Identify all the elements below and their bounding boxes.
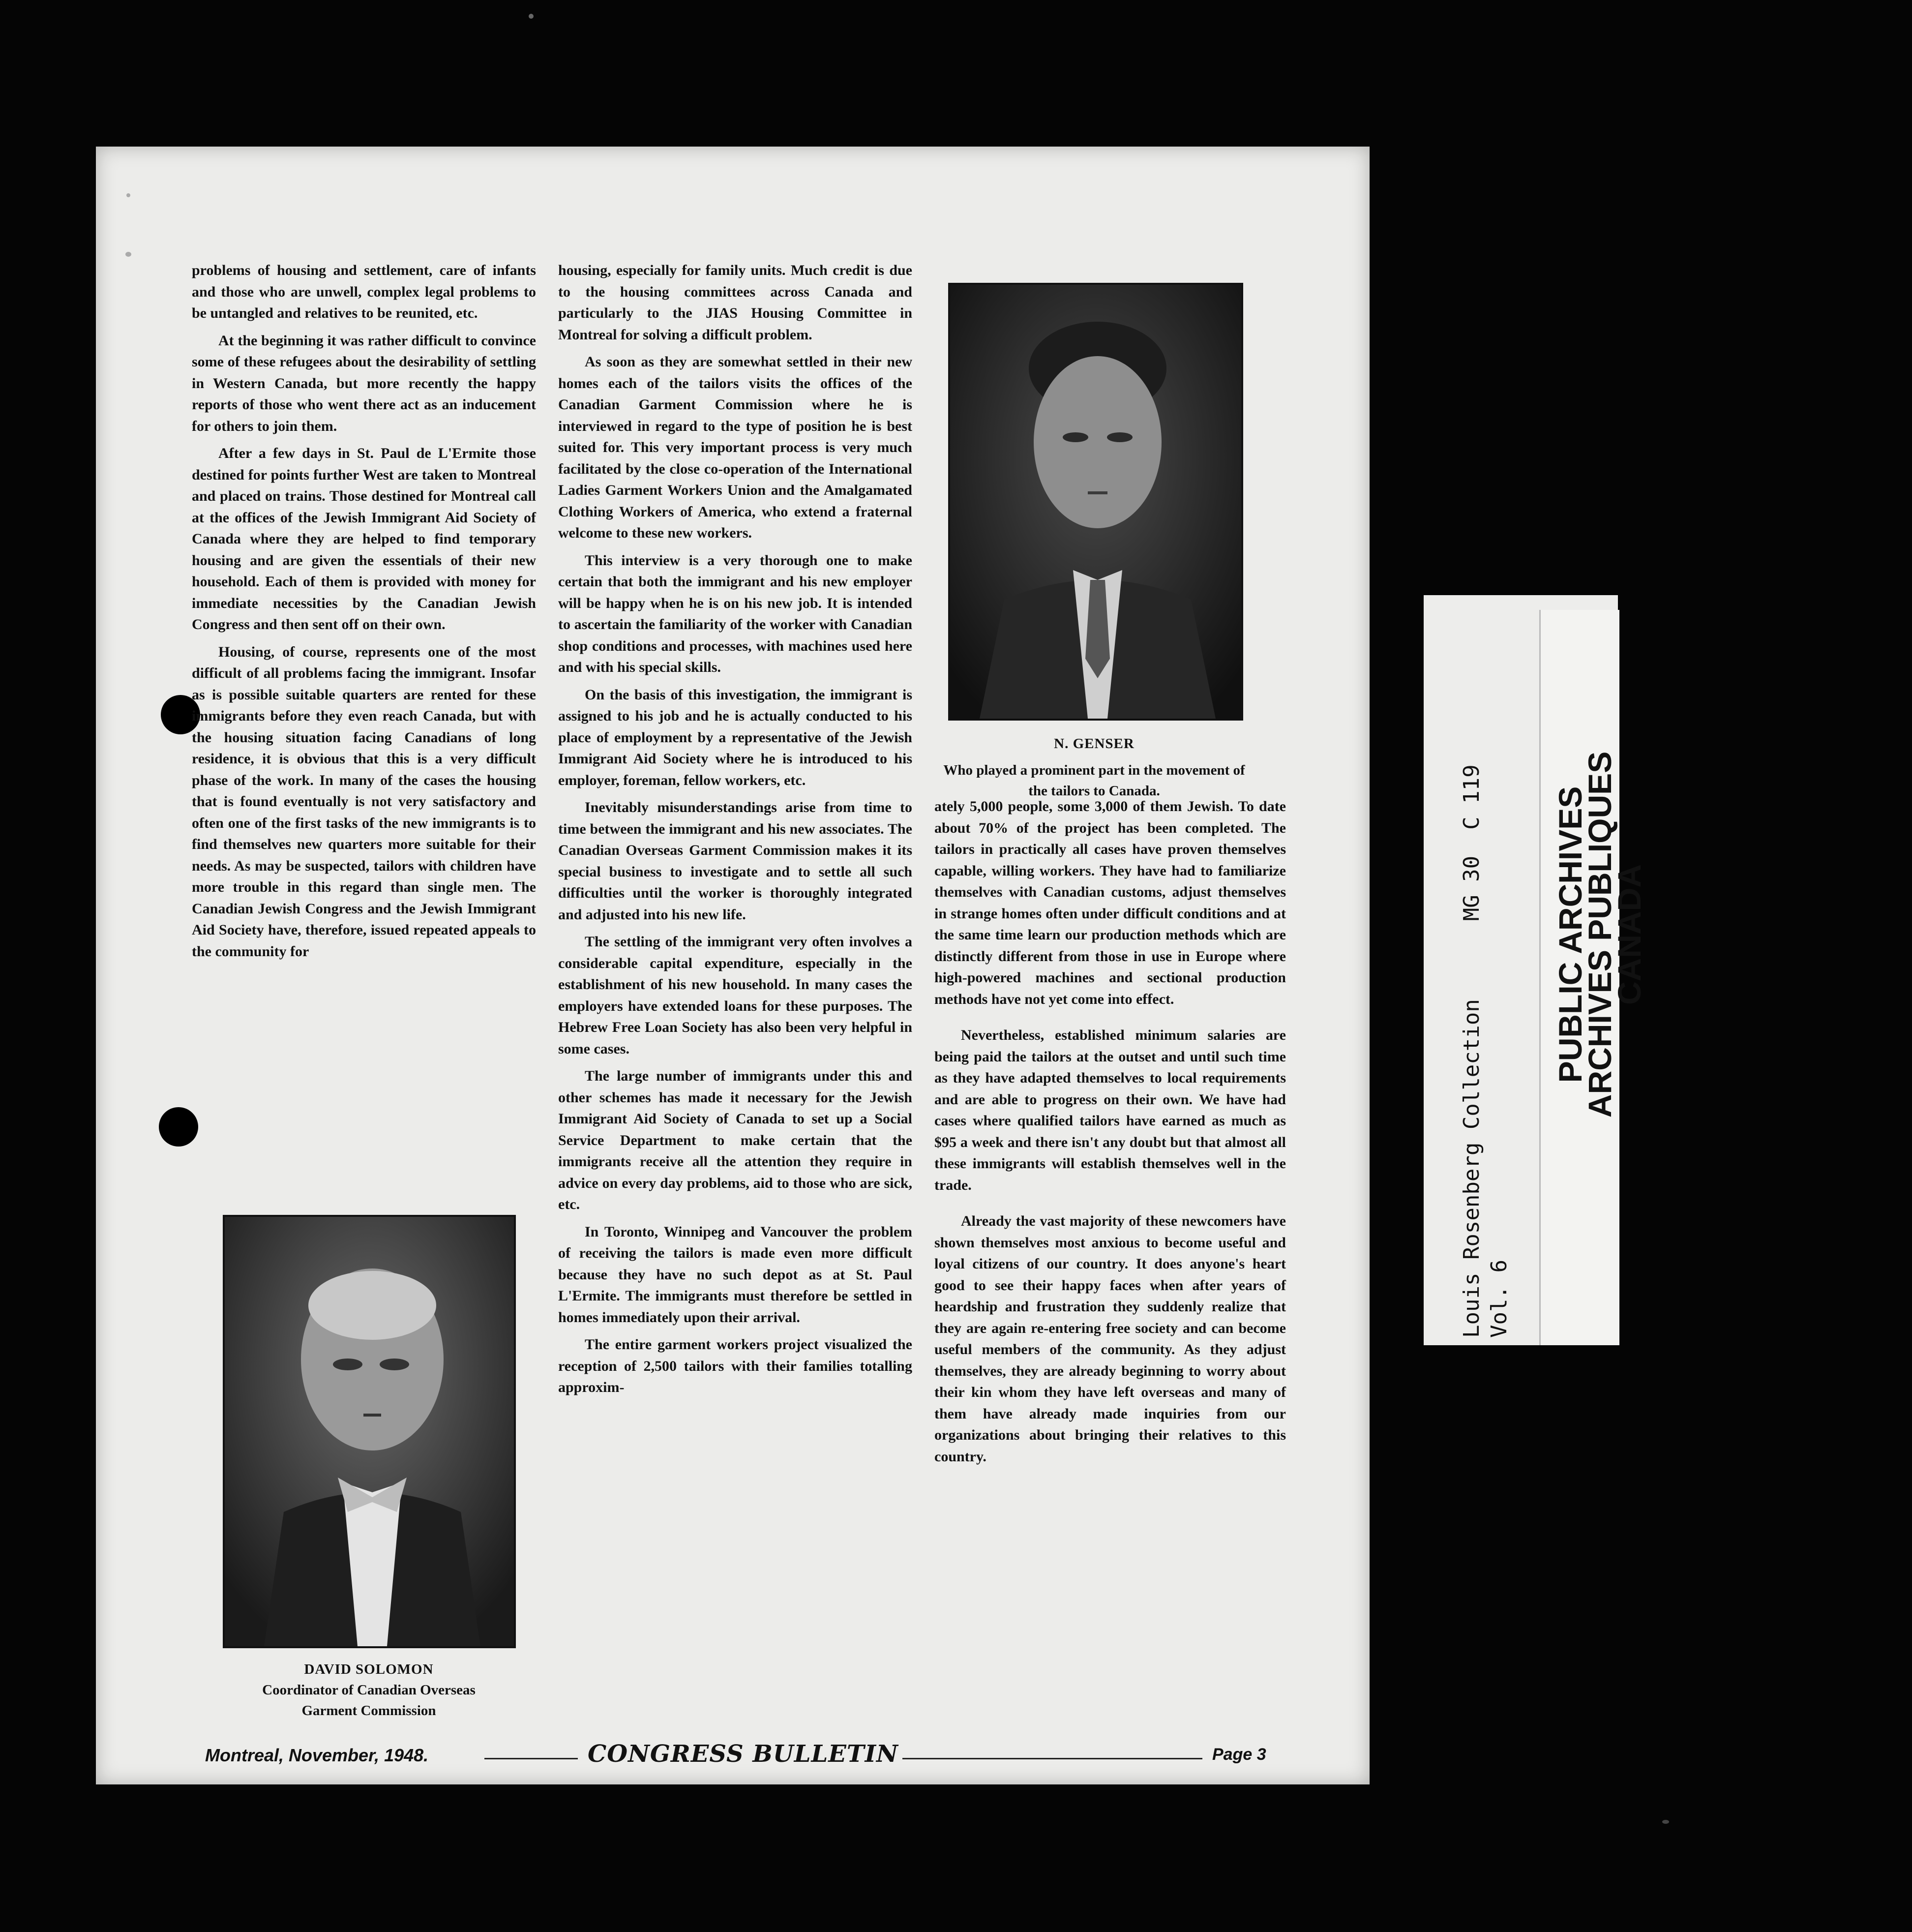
paragraph: problems of housing and settlement, care of infants and those who are unwell, complex legal problems to be untangled and relatives to be reunited, etc. xyxy=(192,262,536,321)
photo-caption: Who played a prominent part in the movement of the tailors to Canada. xyxy=(943,762,1245,799)
portrait-image xyxy=(950,285,1241,719)
paragraph: The entire garment workers project visualized the reception of 2,500 tailors with their families totalling approxim- xyxy=(558,1336,912,1395)
paragraph: The settling of the immigrant very often involves a considerable capital expenditure, especially in the establishment of his new household. In many cases the employers have extended loans for these purposes. The Hebrew Free Loan Society has also been very helpful in some cases. xyxy=(558,934,912,1057)
speck-mark xyxy=(126,193,130,197)
column-right xyxy=(934,796,1286,1467)
caption-n-genser xyxy=(922,733,1266,801)
photo-n-genser xyxy=(948,283,1243,721)
photo-name: N. GENSER xyxy=(1054,736,1135,752)
speck-mark xyxy=(529,14,534,19)
binder-hole-bottom xyxy=(159,1107,198,1147)
page-footer xyxy=(96,1741,1370,1776)
photo-david-solomon xyxy=(223,1215,516,1648)
archive-heading xyxy=(1552,664,1647,1205)
collection-text: Louis Rosenberg Collection MG 30 C 119 xyxy=(1459,764,1484,1338)
caption-david-solomon xyxy=(197,1659,541,1721)
paragraph: Already the vast majority of these newcomers have shown themselves most anxious to become useful and loyal citizens of our country. It does anyone's heart good to see their happy faces when after years of heardship and frustration they suddenly realize that they are again re-entering free society and can become useful members of the community. As they adjust themselves, they are already beginning to worry about their kin whom they have left overseas and many of them have already made inquiries from our organizations about bringing their relatives to this country. xyxy=(934,1213,1286,1465)
footer-rule-left xyxy=(484,1758,578,1759)
portrait-image xyxy=(225,1217,514,1646)
archive-label-card xyxy=(1424,595,1647,1345)
archive-heading-line: CANADA xyxy=(1611,864,1647,1005)
paragraph: The large number of immigrants under this and other schemes has made it necessary for the Jewish Immigrant Aid Society of Canada to set up a Social Service Department to make certain that the immigrants receive all the attention they require in advice on every day problems, aid to those who are sick, etc. xyxy=(558,1068,912,1212)
volume-text: Vol. 6 xyxy=(1487,1260,1512,1338)
paragraph: On the basis of this investigation, the immigrant is assigned to his job and he is actually conducted to his place of employment by a representative of the Jewish Immigrant Aid Society where he is introduced to his employer, foreman, fellow workers, etc. xyxy=(558,686,912,788)
paragraph: As soon as they are somewhat settled in their new homes each of the tailors visits the offices of the Canadian Garment Commission where he is interviewed in regard to the type of position he is best suited for. This very important process is very much facilitated by the close co-operation of the International Ladies Garment Workers Union and the Amalgamated Clothing Workers of America, who extend a fraternal welcome to these new workers. xyxy=(558,354,912,541)
page-number: Page 3 xyxy=(1212,1745,1266,1764)
masthead: CONGRESS BULLETIN xyxy=(588,1740,898,1768)
paragraph: Nevertheless, established minimum salaries are being paid the tailors at the outset and until such time as they have adapted themselves to local requirements and are able to progress on their own. We have had cases where qualified tailors have earned as much as $95 a week and there isn't any doubt but that almost all these immigrants will establish themselves well in the trade. xyxy=(934,1027,1286,1193)
paragraph: Inevitably misunderstandings arise from time to time between the immigrant and his new associates. The Canadian Overseas Garment Commission makes it its special business to investigate and to settle all such difficulties until the worker is thoroughly integrated and adjusted into his new life. xyxy=(558,799,912,923)
dateline: Montreal, November, 1948. xyxy=(205,1745,429,1765)
speck-mark xyxy=(125,252,131,257)
paragraph: At the beginning it was rather difficult to convince some of these refugees about the desirability of settling in Western Canada, but more recently the happy reports of those who went there act as an inducement for others to join them. xyxy=(192,332,536,434)
photo-name: DAVID SOLOMON xyxy=(304,1661,434,1677)
column-middle xyxy=(558,260,912,1398)
column-left xyxy=(192,260,536,962)
footer-rule-right xyxy=(902,1758,1202,1759)
newspaper-page xyxy=(96,147,1370,1784)
paragraph: This interview is a very thorough one to make certain that both the immigrant and his new employer will be happy when he is on his new job. It is intended to ascertain the familiarity of the worker with Canadian shop conditions and processes, with machines used here and with his special skills. xyxy=(558,552,912,675)
paragraph: After a few days in St. Paul de L'Ermite those destined for points further West are taken to Montreal and placed on trains. Those destined for Montreal call at the offices of the Jewish Immigrant Aid Society of Canada where they are helped to find temporary housing and are given the essentials of their new household. Each of them is provided with money for immediate necessities by the Canadian Jewish Congress and then sent off on their own. xyxy=(192,445,536,633)
paragraph: ately 5,000 people, some 3,000 of them Jewish. To date about 70% of the project has been completed. The tailors in practically all cases have proven themselves capable, willing workers. They have had to familiarize themselves with Canadian customs, adjust themselves in strange homes often under difficult conditions and at the same time learn our production methods which are distinctly different from those in use in Europe where high-powered machines and sectional production methods have not yet come into effect. xyxy=(934,798,1286,1007)
archive-heading-line: PUBLIC ARCHIVES xyxy=(1552,786,1588,1083)
speck-mark xyxy=(1662,1820,1669,1824)
paragraph: housing, especially for family units. Much credit is due to the housing committees across Canada and particularly to the JIAS Housing Committee in Montreal for solving a difficult problem. xyxy=(558,262,912,343)
photo-caption: Garment Commission xyxy=(301,1703,436,1719)
photo-caption: Coordinator of Canadian Overseas xyxy=(262,1682,476,1698)
archive-heading-line: ARCHIVES PUBLIQUES xyxy=(1582,751,1618,1118)
paragraph: In Toronto, Winnipeg and Vancouver the problem of receiving the tailors is made even more difficult because they have no such depot as at St. Paul L'Ermite. The immigrants must therefore be settled in homes immediately upon their arrival. xyxy=(558,1223,912,1326)
paragraph: Housing, of course, represents one of the most difficult of all problems facing the immigrant. Insofar as is possible suitable quarters are rented for these immigrants before they even reach Canada, but with the housing situation facing Canadians of long residence, it is obvious that this is a very difficult phase of the work. In many of the cases the housing that is found eventually is not very satisfactory and often one of the first tasks of the new immigrants is to find themselves new quarters more suitable for their needs. As may be suspected, tailors with children have more trouble in this regard than single men. The Canadian Jewish Congress and the Jewish Immigrant Aid Society have, therefore, issued repeated appeals to the community for xyxy=(192,643,536,960)
